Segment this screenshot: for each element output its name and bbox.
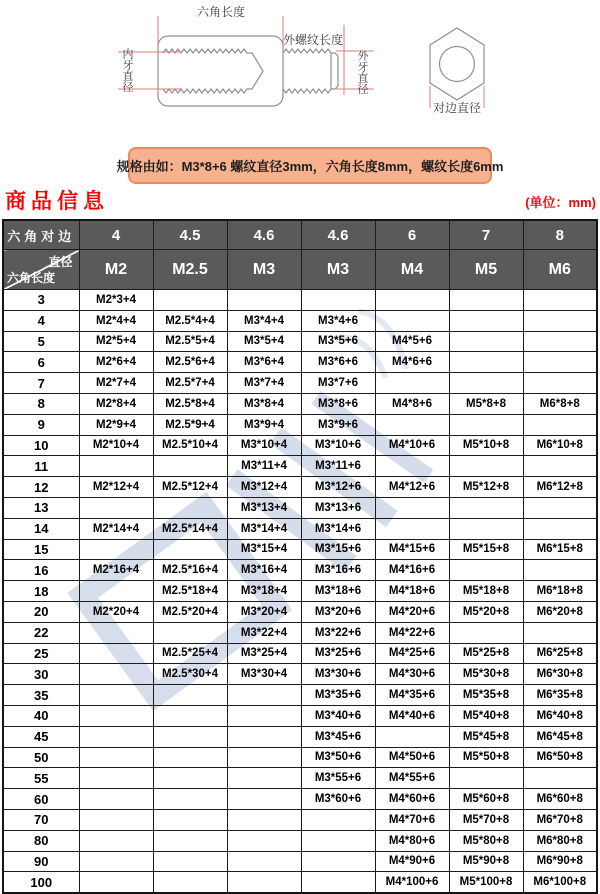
spec-cell: M3*13+6	[301, 497, 375, 518]
spec-cell: M3*5+4	[227, 331, 301, 352]
external-thread-length-label: 外螺纹长度	[282, 33, 344, 47]
row-hex-length: 16	[3, 560, 79, 581]
spec-cell	[227, 705, 301, 726]
row-hex-length: 45	[3, 726, 79, 747]
spec-cell: M5*20+8	[449, 601, 523, 622]
header-diameter-value: M2.5	[153, 250, 227, 290]
spec-cell: M3*12+4	[227, 477, 301, 498]
spec-cell: M4*8+6	[375, 393, 449, 414]
spec-cell	[523, 310, 597, 331]
spec-cell: M4*22+6	[375, 622, 449, 643]
table-row	[3, 601, 597, 622]
spec-cell	[375, 310, 449, 331]
spec-cell	[523, 456, 597, 477]
spec-cell	[523, 768, 597, 789]
spec-cell	[79, 622, 153, 643]
spec-cell: M2.5*10+4	[153, 435, 227, 456]
table-row	[3, 747, 597, 768]
row-hex-length: 8	[3, 393, 79, 414]
spec-cell	[523, 518, 597, 539]
spec-cell	[153, 497, 227, 518]
spec-cell: M6*20+8	[523, 601, 597, 622]
table-row	[3, 497, 597, 518]
row-hex-length: 10	[3, 435, 79, 456]
spec-cell	[227, 872, 301, 893]
internal-thread	[163, 49, 263, 93]
spec-cell: M6*100+8	[523, 872, 597, 893]
spec-cell: M4*25+6	[375, 643, 449, 664]
spec-cell: M3*25+6	[301, 643, 375, 664]
spec-cell: M3*14+4	[227, 518, 301, 539]
spec-cell	[449, 310, 523, 331]
spec-cell: M2*5+4	[79, 331, 153, 352]
table-row	[3, 830, 597, 851]
spec-cell	[153, 851, 227, 872]
external-thread-stud	[283, 49, 338, 93]
row-hex-length: 12	[3, 477, 79, 498]
spec-cell	[227, 809, 301, 830]
header-row-diameters	[3, 250, 597, 290]
spec-cell	[153, 809, 227, 830]
spec-cell	[523, 352, 597, 373]
header-across-flats-value: 4.5	[153, 220, 227, 250]
row-hex-length: 25	[3, 643, 79, 664]
internal-thread-dia-label: 内牙直径	[121, 48, 133, 92]
spec-cell	[375, 726, 449, 747]
table-row	[3, 809, 597, 830]
spec-cell	[523, 290, 597, 311]
spec-cell: M5*60+8	[449, 789, 523, 810]
spec-cell: M6*90+8	[523, 851, 597, 872]
spec-cell	[523, 373, 597, 394]
spec-cell	[153, 290, 227, 311]
spec-cell	[153, 768, 227, 789]
row-hex-length: 80	[3, 830, 79, 851]
spec-cell	[375, 456, 449, 477]
spec-cell: M6*8+8	[523, 393, 597, 414]
spec-cell: M3*7+4	[227, 373, 301, 394]
spec-cell: M4*20+6	[375, 601, 449, 622]
row-hex-length: 70	[3, 809, 79, 830]
spec-cell	[301, 809, 375, 830]
spec-cell	[79, 539, 153, 560]
header-diameter-value: M2	[79, 250, 153, 290]
spec-cell: M3*40+6	[301, 705, 375, 726]
spec-cell	[79, 497, 153, 518]
spec-cell: M3*30+4	[227, 664, 301, 685]
spec-cell	[79, 809, 153, 830]
spec-cell	[153, 705, 227, 726]
spec-cell	[449, 768, 523, 789]
spec-cell	[153, 830, 227, 851]
header-across-flats-value: 6	[375, 220, 449, 250]
header-row-across-flats	[3, 220, 597, 250]
table-row	[3, 435, 597, 456]
spec-cell: M2.5*30+4	[153, 664, 227, 685]
spec-cell: M6*15+8	[523, 539, 597, 560]
spec-cell: M5*12+8	[449, 477, 523, 498]
spec-cell: M4*35+6	[375, 685, 449, 706]
row-hex-length: 35	[3, 685, 79, 706]
spec-cell: M3*15+6	[301, 539, 375, 560]
spec-cell: M3*5+6	[301, 331, 375, 352]
spec-cell: M2.5*5+4	[153, 331, 227, 352]
spec-cell: M6*45+8	[523, 726, 597, 747]
table-row	[3, 456, 597, 477]
table-row	[3, 560, 597, 581]
table-row	[3, 539, 597, 560]
spec-cell: M6*25+8	[523, 643, 597, 664]
spec-cell: M3*6+6	[301, 352, 375, 373]
row-hex-length: 14	[3, 518, 79, 539]
header-diameter-value: M6	[523, 250, 597, 290]
spec-cell: M3*9+4	[227, 414, 301, 435]
table-row	[3, 373, 597, 394]
row-hex-length: 5	[3, 331, 79, 352]
table-row	[3, 872, 597, 893]
spec-cell: M6*35+8	[523, 685, 597, 706]
row-hex-length: 6	[3, 352, 79, 373]
spec-cell: M3*10+4	[227, 435, 301, 456]
header-across-flats-value: 8	[523, 220, 597, 250]
table-row	[3, 789, 597, 810]
table-row	[3, 331, 597, 352]
row-hex-length: 3	[3, 290, 79, 311]
spec-cell	[375, 518, 449, 539]
spec-cell: M4*30+6	[375, 664, 449, 685]
external-thread-dia-label: 外牙直径	[356, 50, 368, 94]
spec-cell	[79, 643, 153, 664]
spec-cell: M5*100+8	[449, 872, 523, 893]
spec-cell	[449, 622, 523, 643]
spec-cell	[449, 373, 523, 394]
spec-cell	[153, 539, 227, 560]
spec-cell	[79, 789, 153, 810]
spec-cell	[523, 560, 597, 581]
row-hex-length: 9	[3, 414, 79, 435]
spec-cell: M2*4+4	[79, 310, 153, 331]
header-diameter-value: M3	[301, 250, 375, 290]
spec-cell: M2*14+4	[79, 518, 153, 539]
spec-cell: M4*18+6	[375, 581, 449, 602]
spec-cell	[227, 290, 301, 311]
spec-cell	[153, 872, 227, 893]
page-title: 商品信息	[5, 190, 109, 213]
row-hex-length: 60	[3, 789, 79, 810]
spec-cell: M2.5*20+4	[153, 601, 227, 622]
spec-cell: M4*100+6	[375, 872, 449, 893]
header-diameter-value: M4	[375, 250, 449, 290]
spec-cell: M3*4+6	[301, 310, 375, 331]
spec-cell	[301, 830, 375, 851]
spec-cell: M4*5+6	[375, 331, 449, 352]
row-hex-length: 50	[3, 747, 79, 768]
spec-cell: M4*6+6	[375, 352, 449, 373]
row-hex-length: 11	[3, 456, 79, 477]
spec-cell	[523, 414, 597, 435]
spec-cell: M3*18+6	[301, 581, 375, 602]
spec-cell: M2.5*25+4	[153, 643, 227, 664]
table-row	[3, 414, 597, 435]
spec-note-box	[116, 147, 504, 184]
spec-cell	[153, 726, 227, 747]
spec-cell	[79, 726, 153, 747]
spec-cell	[79, 685, 153, 706]
spec-cell: M3*45+6	[301, 726, 375, 747]
spec-cell: M5*80+8	[449, 830, 523, 851]
spec-cell: M2.5*9+4	[153, 414, 227, 435]
spec-cell: M6*70+8	[523, 809, 597, 830]
spec-cell: M2*3+4	[79, 290, 153, 311]
spec-cell: M6*50+8	[523, 747, 597, 768]
spec-cell: M2*10+4	[79, 435, 153, 456]
spec-note-text: 规格由如：M3*8+6 螺纹直径3mm，六角长度8mm，螺纹长度6mm	[116, 159, 504, 174]
header-diameter-value: M5	[449, 250, 523, 290]
standoff-body-outline	[158, 36, 283, 106]
table-row	[3, 310, 597, 331]
spec-cell	[375, 373, 449, 394]
header-across-flats-value: 7	[449, 220, 523, 250]
hex-length-corner-label: 六角长度	[7, 271, 56, 285]
spec-cell: M3*7+6	[301, 373, 375, 394]
spec-cell: M3*11+6	[301, 456, 375, 477]
table-row	[3, 705, 597, 726]
spec-cell	[79, 768, 153, 789]
header-across-flats-value: 4	[79, 220, 153, 250]
spec-cell	[449, 518, 523, 539]
spec-cell: M2*16+4	[79, 560, 153, 581]
spec-cell: M3*20+6	[301, 601, 375, 622]
spec-cell: M2.5*14+4	[153, 518, 227, 539]
row-hex-length: 30	[3, 664, 79, 685]
spec-cell: M2.5*4+4	[153, 310, 227, 331]
spec-cell: M2*8+4	[79, 393, 153, 414]
row-hex-length: 90	[3, 851, 79, 872]
spec-cell: M4*60+6	[375, 789, 449, 810]
row-hex-length: 18	[3, 581, 79, 602]
spec-cell: M5*30+8	[449, 664, 523, 685]
spec-cell	[153, 789, 227, 810]
spec-cell: M6*30+8	[523, 664, 597, 685]
spec-cell	[79, 456, 153, 477]
spec-cell: M6*12+8	[523, 477, 597, 498]
spec-cell: M3*25+4	[227, 643, 301, 664]
spec-cell: M3*6+4	[227, 352, 301, 373]
spec-cell: M3*8+6	[301, 393, 375, 414]
spec-cell: M3*22+4	[227, 622, 301, 643]
spec-cell: M5*8+8	[449, 393, 523, 414]
table-row	[3, 685, 597, 706]
spec-cell	[227, 685, 301, 706]
spec-cell	[449, 497, 523, 518]
spec-cell	[449, 331, 523, 352]
spec-cell: M2.5*16+4	[153, 560, 227, 581]
standoff-diagram	[0, 0, 600, 142]
spec-cell	[153, 456, 227, 477]
spec-cell	[227, 851, 301, 872]
row-hex-length: 7	[3, 373, 79, 394]
table-row	[3, 643, 597, 664]
spec-cell: M4*50+6	[375, 747, 449, 768]
spec-cell	[227, 830, 301, 851]
table-row	[3, 664, 597, 685]
table-row	[3, 518, 597, 539]
table-row	[3, 477, 597, 498]
spec-cell: M3*20+4	[227, 601, 301, 622]
spec-cell: M5*90+8	[449, 851, 523, 872]
spec-cell: M3*14+6	[301, 518, 375, 539]
spec-cell: M3*60+6	[301, 789, 375, 810]
spec-cell: M2.5*12+4	[153, 477, 227, 498]
spec-cell	[449, 352, 523, 373]
spec-cell: M5*15+8	[449, 539, 523, 560]
unit-label: (单位：mm)	[525, 195, 596, 210]
spec-cell: M3*9+6	[301, 414, 375, 435]
spec-cell	[523, 331, 597, 352]
spec-cell: M4*55+6	[375, 768, 449, 789]
spec-cell	[79, 705, 153, 726]
spec-cell: M2.5*6+4	[153, 352, 227, 373]
spec-cell	[449, 290, 523, 311]
spec-cell: M4*80+6	[375, 830, 449, 851]
spec-cell: M2.5*8+4	[153, 393, 227, 414]
spec-cell: M3*15+4	[227, 539, 301, 560]
spec-cell: M5*50+8	[449, 747, 523, 768]
spec-cell: M4*12+6	[375, 477, 449, 498]
spec-cell: M3*16+6	[301, 560, 375, 581]
spec-cell: M3*16+4	[227, 560, 301, 581]
spec-cell: M2*6+4	[79, 352, 153, 373]
spec-cell: M4*10+6	[375, 435, 449, 456]
row-hex-length: 55	[3, 768, 79, 789]
spec-cell: M3*8+4	[227, 393, 301, 414]
header-across-flats-title: 六角对边	[3, 220, 79, 250]
table-row	[3, 622, 597, 643]
spec-cell: M4*70+6	[375, 809, 449, 830]
spec-cell: M2.5*7+4	[153, 373, 227, 394]
spec-cell: M4*40+6	[375, 705, 449, 726]
spec-cell	[523, 622, 597, 643]
spec-cell: M2.5*18+4	[153, 581, 227, 602]
spec-cell: M3*18+4	[227, 581, 301, 602]
row-hex-length: 13	[3, 497, 79, 518]
spec-cell	[79, 664, 153, 685]
spec-cell	[375, 290, 449, 311]
table-row	[3, 768, 597, 789]
spec-cell	[449, 456, 523, 477]
spec-cell: M4*15+6	[375, 539, 449, 560]
hexagon-outline	[430, 28, 484, 100]
spec-cell	[449, 560, 523, 581]
spec-cell: M6*40+8	[523, 705, 597, 726]
spec-cell	[375, 414, 449, 435]
diameter-corner-label: 直径	[48, 255, 73, 269]
row-hex-length: 15	[3, 539, 79, 560]
product-spec-table	[2, 219, 598, 894]
spec-cell	[79, 872, 153, 893]
spec-cell: M3*12+6	[301, 477, 375, 498]
header-across-flats-value: 4.6	[301, 220, 375, 250]
spec-cell: M5*25+8	[449, 643, 523, 664]
spec-cell: M2*20+4	[79, 601, 153, 622]
spec-cell: M3*22+6	[301, 622, 375, 643]
spec-cell: M6*18+8	[523, 581, 597, 602]
spec-cell: M5*40+8	[449, 705, 523, 726]
spec-cell: M2*7+4	[79, 373, 153, 394]
spec-cell	[301, 851, 375, 872]
spec-cell	[227, 768, 301, 789]
spec-cell: M5*18+8	[449, 581, 523, 602]
spec-cell	[153, 622, 227, 643]
spec-cell: M5*35+8	[449, 685, 523, 706]
row-hex-length: 22	[3, 622, 79, 643]
spec-cell	[79, 747, 153, 768]
spec-cell	[79, 851, 153, 872]
spec-cell	[79, 581, 153, 602]
header-diagonal-cell	[3, 250, 79, 290]
spec-cell	[301, 290, 375, 311]
spec-cell: M3*13+4	[227, 497, 301, 518]
spec-cell: M4*16+6	[375, 560, 449, 581]
table-row	[3, 393, 597, 414]
spec-cell	[375, 497, 449, 518]
spec-cell	[301, 872, 375, 893]
spec-cell	[153, 747, 227, 768]
table-row	[3, 726, 597, 747]
spec-cell: M2*12+4	[79, 477, 153, 498]
spec-cell	[153, 685, 227, 706]
spec-cell: M5*10+8	[449, 435, 523, 456]
across-flats-label: 对边直径	[432, 101, 482, 115]
table-row	[3, 352, 597, 373]
spec-cell: M3*50+6	[301, 747, 375, 768]
spec-cell: M3*10+6	[301, 435, 375, 456]
spec-cell: M3*4+4	[227, 310, 301, 331]
row-hex-length: 40	[3, 705, 79, 726]
hex-length-label: 六角长度	[196, 5, 246, 19]
table-row	[3, 581, 597, 602]
spec-cell: M5*70+8	[449, 809, 523, 830]
spec-cell: M4*90+6	[375, 851, 449, 872]
spec-cell: M3*55+6	[301, 768, 375, 789]
spec-cell: M6*60+8	[523, 789, 597, 810]
table-row	[3, 290, 597, 311]
spec-cell: M5*45+8	[449, 726, 523, 747]
hexagon-bore-circle	[440, 47, 475, 82]
spec-cell	[227, 789, 301, 810]
row-hex-length: 20	[3, 601, 79, 622]
spec-cell: M6*80+8	[523, 830, 597, 851]
spec-cell	[523, 497, 597, 518]
spec-cell: M2*9+4	[79, 414, 153, 435]
header-across-flats-value: 4.6	[227, 220, 301, 250]
spec-cell	[79, 830, 153, 851]
row-hex-length: 4	[3, 310, 79, 331]
row-hex-length: 100	[3, 872, 79, 893]
spec-cell	[449, 414, 523, 435]
header-diameter-value: M3	[227, 250, 301, 290]
spec-cell: M3*35+6	[301, 685, 375, 706]
spec-cell: M3*30+6	[301, 664, 375, 685]
spec-cell: M6*10+8	[523, 435, 597, 456]
spec-cell	[227, 726, 301, 747]
spec-cell	[227, 747, 301, 768]
table-row	[3, 851, 597, 872]
spec-cell: M3*11+4	[227, 456, 301, 477]
